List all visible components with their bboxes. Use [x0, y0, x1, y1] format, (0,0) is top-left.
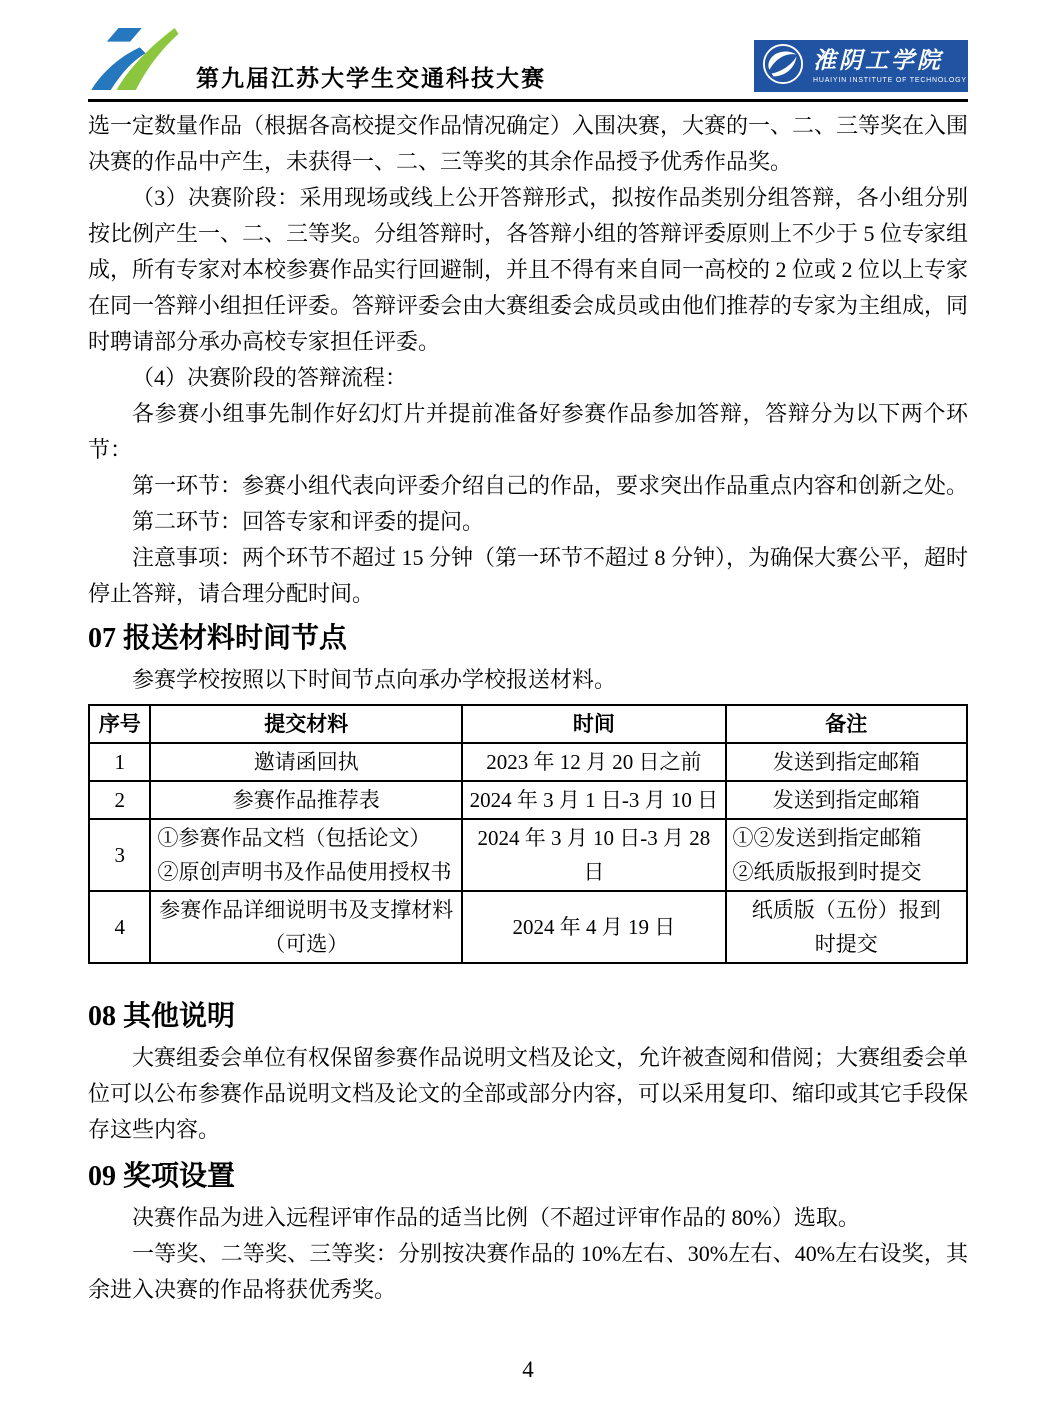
- university-name-cn: 淮阴工学院: [813, 48, 943, 74]
- section-09-heading: 09 奖项设置: [88, 1161, 236, 1192]
- section-07-intro: 参赛学校按照以下时间节点向承办学校报送材料。: [132, 667, 617, 692]
- cell-no: 4: [89, 891, 150, 963]
- university-seal-icon: [762, 43, 804, 90]
- table-row: [89, 781, 967, 819]
- section-08-heading: 08 其他说明: [88, 1001, 236, 1032]
- section-09-paragraph-2: 一等奖、二等奖、三等奖：分别按决赛作品的 10%左右、30%左右、40%左右设奖，其余进入决赛的作品将获优秀奖。: [88, 1241, 968, 1302]
- body-text: [88, 108, 968, 612]
- competition-brand: [88, 28, 546, 95]
- section-09-awards: [88, 1162, 968, 1308]
- cell-time: 2024 年 3 月 10 日-3 月 28 日: [462, 819, 725, 891]
- col-header-note: 备注: [726, 705, 967, 743]
- paragraph-notes: 注意事项：两个环节不超过 15 分钟（第一环节不超过 8 分钟），为确保大赛公平，超时停止答辩，请合理分配时间。: [88, 545, 969, 606]
- section-07-heading: 07 报送材料时间节点: [88, 623, 348, 654]
- university-name: [813, 48, 967, 83]
- cell-time: 2024 年 3 月 1 日-3 月 10 日: [462, 781, 725, 819]
- section-08-other-notes: [88, 1002, 968, 1148]
- cell-material: ①参赛作品文档（包括论文） ②原创声明书及作品使用授权书: [150, 819, 462, 891]
- university-name-en: HUAIYIN INSTITUTE OF TECHNOLOGY: [813, 76, 967, 84]
- section-07-materials-schedule: [88, 624, 968, 964]
- cell-no: 1: [89, 743, 150, 781]
- cell-note: 发送到指定邮箱: [726, 743, 967, 781]
- cell-time: 2024 年 4 月 19 日: [462, 891, 725, 963]
- cell-material: 参赛作品详细说明书及支撑材料 （可选）: [150, 891, 462, 963]
- cell-time: 2023 年 12 月 20 日之前: [462, 743, 725, 781]
- cell-note: 纸质版（五份）报到 时提交: [726, 891, 967, 963]
- section-08-paragraph: 大赛组委会单位有权保留参赛作品说明文档及论文，允许被查阅和借阅；大赛组委会单位可以公布参赛作品说明文档及论文的全部或部分内容，可以采用复印、缩印或其它手段保存这些内容。: [88, 1045, 969, 1142]
- cell-note: 发送到指定邮箱: [726, 781, 967, 819]
- page-number: 4: [522, 1357, 534, 1382]
- col-header-material: 提交材料: [150, 705, 462, 743]
- cell-no: 2: [89, 781, 150, 819]
- col-header-no: 序号: [89, 705, 150, 743]
- table-row: [89, 891, 967, 963]
- submission-schedule-table: [88, 704, 968, 964]
- col-header-time: 时间: [462, 705, 725, 743]
- page-header: [88, 28, 968, 102]
- paragraph-step1: 第一环节：参赛小组代表向评委介绍自己的作品，要求突出作品重点内容和创新之处。: [132, 473, 969, 498]
- paragraph-defense-flow-title: （4）决赛阶段的答辩流程：: [132, 365, 408, 390]
- cell-material: 邀请函回执: [150, 743, 462, 781]
- table-row: [89, 743, 967, 781]
- paragraph-final-stage: （3）决赛阶段：采用现场或线上公开答辩形式，拟按作品类别分组答辩，各小组分别按比例产生一、二、三等奖。分组答辩时，各答辩小组的答辩评委原则上不少于 5 位专家组成，所有专家对本校参赛作品实行回避制，并且不得有来自同一高校的 2 位或 2 位以上专家在同一答辩小组担任评委。答辩评委会由大赛组委会成员或由他们推荐的专家为主组成，同时聘请部分承办高校专家担任评委。: [88, 185, 969, 354]
- university-logo: [754, 40, 968, 92]
- table-row: [89, 819, 967, 891]
- table-header-row: [89, 705, 967, 743]
- paragraph-continued: 选一定数量作品（根据各高校提交作品情况确定）入围决赛，大赛的一、二、三等奖在入围决赛的作品中产生，未获得一、二、三等奖的其余作品授予优秀作品奖。: [88, 113, 969, 174]
- competition-title: 第九届江苏大学生交通科技大赛: [196, 65, 546, 91]
- cell-material: 参赛作品推荐表: [150, 781, 462, 819]
- cell-note: ①②发送到指定邮箱 ②纸质版报到时提交: [726, 819, 967, 891]
- section-09-paragraph-1: 决赛作品为进入远程评审作品的适当比例（不超过评审作品的 80%）选取。: [132, 1205, 860, 1230]
- cell-no: 3: [89, 819, 150, 891]
- competition-logo-icon: [88, 28, 180, 95]
- paragraph-step2: 第二环节：回答专家和评委的提问。: [132, 509, 485, 534]
- paragraph-defense-prep: 各参赛小组事先制作好幻灯片并提前准备好参赛作品参加答辩，答辩分为以下两个环节：: [88, 401, 968, 462]
